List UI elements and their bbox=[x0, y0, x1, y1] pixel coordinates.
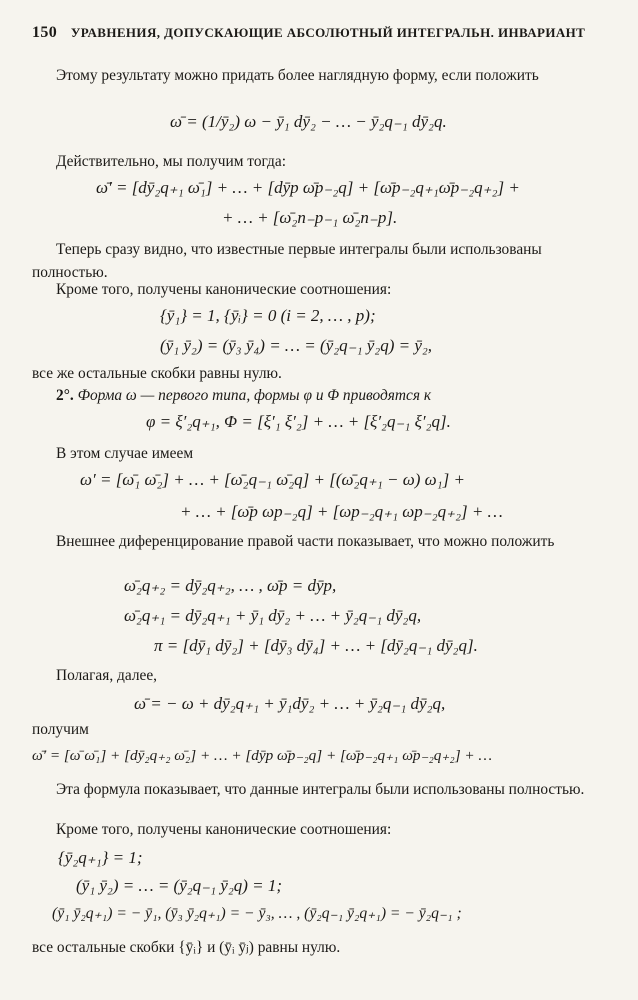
paragraph-9: Полагая, далее, bbox=[56, 667, 158, 684]
paragraph-1: Этому результату можно придать более наглядную форму, если положить bbox=[56, 67, 539, 84]
equation-7: ω̄ = − ω + dȳ₂q₊₁ + ȳ₁dȳ₂ + … + ȳ₂q₋₁ dȳ₂q, bbox=[134, 694, 446, 713]
equation-9b: (ȳ₁ ȳ₂) = … = (ȳ₂q₋₁ ȳ₂q) = 1; bbox=[76, 876, 283, 895]
paragraph-8: Внешнее диференцирование правой части показывает, что можно положить bbox=[56, 533, 555, 550]
paragraph-10: получим bbox=[32, 721, 89, 738]
equation-6c: π = [dȳ₁ dȳ₂] + [dȳ₃ dȳ₄] + … + [dȳ₂q₋₁ dȳ₂q]. bbox=[154, 636, 478, 655]
paragraph-7: В этом случае имеем bbox=[56, 445, 194, 462]
equation-6a: ω̄₂q₊₂ = dȳ₂q₊₂, … , ω̄p = dȳp, bbox=[124, 576, 337, 595]
paragraph-4: Кроме того, получены канонические соотношения: bbox=[56, 281, 392, 298]
equation-3a: {ȳ₁} = 1, {ȳᵢ} = 0 (i = 2, … , p); bbox=[160, 306, 376, 325]
paragraph-11: Эта формула показывает, что данные интегралы были использованы полностью. bbox=[56, 781, 585, 798]
paragraph-2: Действительно, мы получим тогда: bbox=[56, 153, 286, 170]
equation-2a: ω̄′ = [dȳ₂q₊₁ ω̄₁] + … + [dȳp ω̄p₋₂q] + [ω̄p₋₂q₊₁ω̄p₋₂q₊₂] + bbox=[96, 178, 520, 197]
running-title: УРАВНЕНИЯ, ДОПУСКАЮЩИЕ АБСОЛЮТНЫЙ ИНТЕГРАЛЬН. ИНВАРИАНТ bbox=[70, 25, 586, 40]
paragraph-6 bbox=[32, 384, 604, 407]
equation-5b: + … + [ω̄p ωp₋₂q] + [ωp₋₂q₊₁ ωp₋₂q₊₂] + … bbox=[180, 502, 503, 521]
equation-8: ω̄′ = [ω̄ ω̄₁] + [dȳ₂q₊₂ ω̄₂] + … + [dȳp ω̄p₋₂q] + [ω̄p₋₂q₊₁ ω̄p₋₂q₊₂] + … bbox=[32, 747, 492, 764]
item-number: 2°. bbox=[56, 387, 74, 404]
equation-9a: {ȳ₂q₊₁} = 1; bbox=[58, 848, 143, 867]
running-header bbox=[32, 24, 612, 42]
paragraph-12: Кроме того, получены канонические соотношения: bbox=[56, 821, 392, 838]
equation-9c: (ȳ₁ ȳ₂q₊₁) = − ȳ₁, (ȳ₃ ȳ₂q₊₁) = − ȳ₃, … , (ȳ₂q₋₁ ȳ₂q₊₁) = − ȳ₂q₋₁ ; bbox=[52, 905, 462, 922]
equation-6b: ω̄₂q₊₁ = dȳ₂q₊₁ + ȳ₁ dȳ₂ + … + ȳ₂q₋₁ dȳ₂q, bbox=[124, 606, 422, 625]
paragraph-13: все остальные скобки {ȳᵢ} и (ȳᵢ ȳⱼ) равны нулю. bbox=[32, 939, 341, 956]
paragraph-3: Теперь сразу видно, что известные первые интегралы были использованы полностью. bbox=[32, 241, 542, 281]
equation-3b: (ȳ₁ ȳ₂) = (ȳ₃ ȳ₄) = … = (ȳ₂q₋₁ ȳ₂q) = ȳ₂, bbox=[160, 336, 433, 355]
equation-1: ω̄ = (1/ȳ₂) ω − ȳ₁ dȳ₂ − … − ȳ₂q₋₁ dȳ₂q. bbox=[170, 112, 447, 131]
page-number: 150 bbox=[32, 24, 58, 41]
equation-2b: + … + [ω̄₂n₋p₋₁ ω̄₂n₋p]. bbox=[222, 208, 398, 227]
equation-5a: ω′ = [ω̄₁ ω̄₂] + … + [ω̄₂q₋₁ ω̄₂q] + [(ω̄₂q₊₁ − ω) ω₁] + bbox=[80, 470, 465, 489]
paragraph-5: все же остальные скобки равны нулю. bbox=[32, 365, 282, 382]
item-text: Форма ω — первого типа, формы φ и Φ приводятся к bbox=[77, 387, 432, 404]
equation-4: φ = ξ′₂q₊₁, Φ = [ξ′₁ ξ′₂] + … + [ξ′₂q₋₁ ξ′₂q]. bbox=[146, 412, 451, 431]
